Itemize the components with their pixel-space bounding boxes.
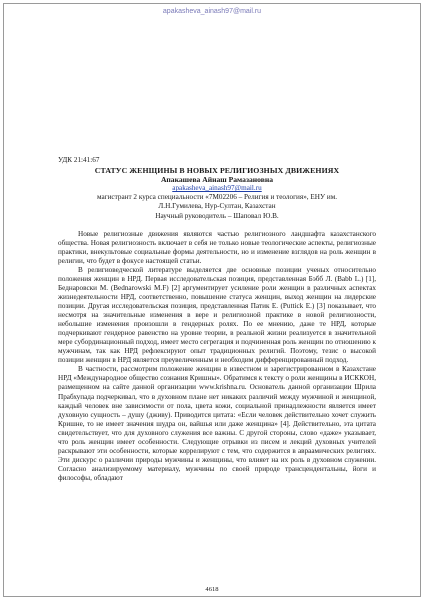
affiliation-line-2: Л.Н.Гумилева, Нур-Султан, Казахстан <box>158 202 276 211</box>
affiliation-line-1: магистрант 2 курса специальности «7М02206 – Религия и теология», ЕНУ им. <box>96 193 338 202</box>
spacer <box>58 221 376 230</box>
page-number: 4618 <box>205 586 219 593</box>
udk-code: УДК 21:41:67 <box>58 156 100 164</box>
paragraph-2: В религиоведческой литературе выделяется две основные позиции ученых относительно положения женщин в НРД. Первая исследовательская позиция, представленная Бэбб Л. (Babb L.) [1], Беднаровски М. (Bednarowski M.F) [2] аргументирует усиление роли женщин в различных аспектах жизнедеятельности НРД, соответственно, повышение статуса женщин, выход женщин на лидерские позиции. Другая исследовательская позиция, представленная Патик Е. (Puttick E.) [3] показывает, что несмотря на значительные изменения в вере и религиозной практике в новой религиозности, небольшие изменения произошли в гендерных ролях. По ее мнению, даже те НРД, которые подчеркивают гендерное равенство на уровне теории, в реальной жизни реализуется в значительной мере субординационный подход, имеет место сегрегация и подчиненная роль женщин по отношению к мужчинам, так как НРД рефлексируют опыт традиционных религий. Поэтому, тезис о высокой позиции женщин в НРД является преувеличенным и необходим дифференцированный подход. <box>58 265 376 365</box>
paragraph-3: В частности, рассмотрим положение женщин в известном и зарегистрированном в Казахстане НРД «Международное общество сознания Кришны». Обратимся к тексту о роли женщины в ИСККОН, размещенном на сайте данной организации www.krishna.ru. Основатель данной организации Шрила Прабхупада подчеркивал, что в духовном плане нет никаких различий между мужчиной и женщиной, каждый человек вне зависимости от пола, цвета кожи, социальной принадлежности является имеет духовную сущность – душу (дживу). Приводится цитата: «Если человек действительно хочет служить Кришне, то не имеет значения шудра он, вайшья или даже женщина» [4]. Действительно, эта цитата свидетельствует, что для духовного служения все важны. С другой стороны, слово «даже» указывает, что роль женщин имеет особенности. Следующие отрывки из писем и лекций духовных учителей раскрывают эти особенности, которые коррелируют с тем, что содержится в авраамических религиях. Эти дискурс о различии природы мужчины и женщины, что влияет на их роль в духовном служении. Согласно анализируемому материалу, мужчины по своей природе трансцендентальны, йоги и философы, обладают <box>58 365 376 482</box>
author-email[interactable]: apakasheva_ainash97@mail.ru <box>172 184 262 193</box>
supervisor: Научный руководитель – Шаповал Ю.В. <box>155 211 279 220</box>
header-email: apakasheva_ainash97@mail.ru <box>162 8 262 15</box>
page-frame <box>3 3 421 597</box>
article-title: СТАТУС ЖЕНЩИНЫ В НОВЫХ РЕЛИГИОЗНЫХ ДВИЖЕНИЯХ <box>94 166 340 176</box>
paragraph-1: Новые религиозные движения являются частью религиозного ландшафта казахстанского общества. Новая религиозность включает в себя не только новые теологические аспекты, религиозные практики, внекультовые социальные формы деятельности, но и изменение взглядов на роль женщин в религии, что будет в фокусе настоящей статьи. <box>58 229 376 265</box>
article-body <box>58 156 376 483</box>
author-name: Апакашева Айнаш Рамазановна <box>160 175 274 185</box>
